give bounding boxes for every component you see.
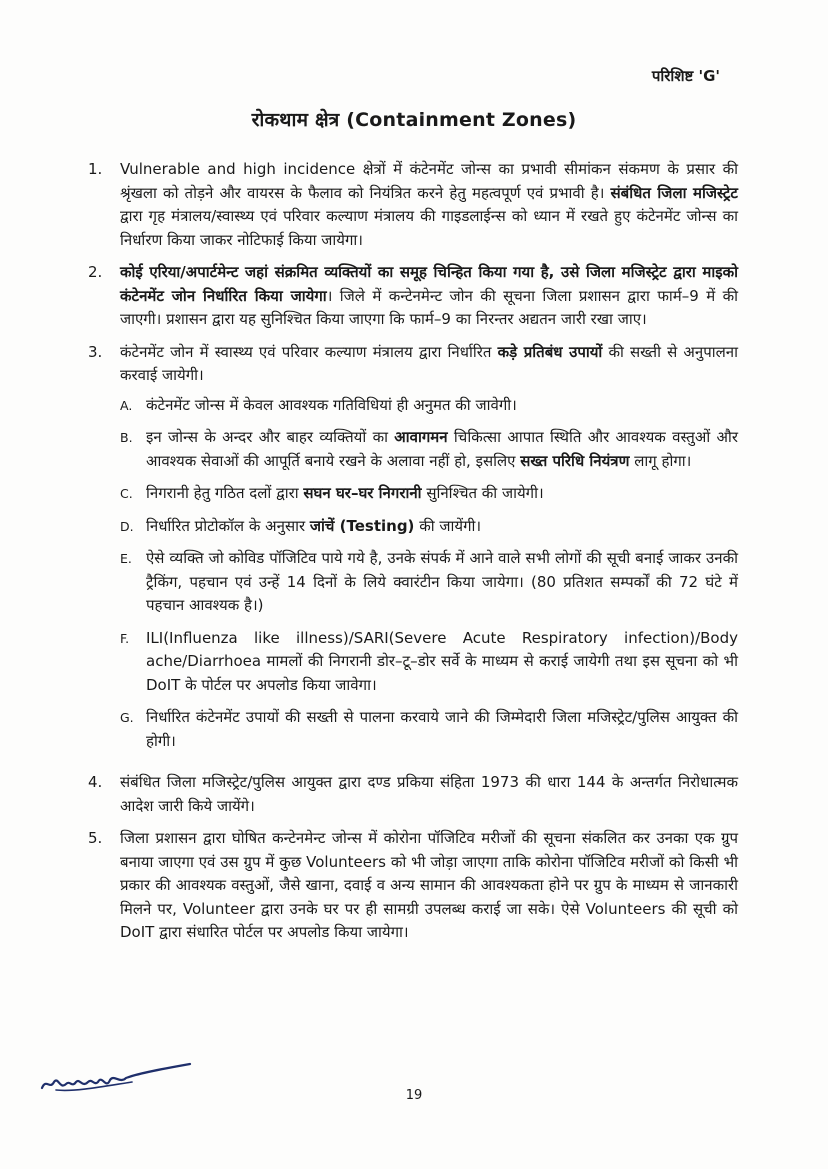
sub-list-item — [120, 706, 738, 753]
sub-list-item — [120, 515, 738, 539]
sub-list-item-text — [146, 394, 738, 418]
list-item-number: 3. — [88, 342, 103, 361]
text-segment: निगरानी हेतु गठित दलों द्वारा — [146, 484, 304, 502]
page-number: 19 — [405, 1088, 423, 1103]
list-item — [88, 341, 738, 763]
bold-text-segment: आवागमन — [394, 428, 448, 446]
text-segment: संबंधित जिला मजिस्ट्रेट/पुलिस आयुक्त द्वारा दण्ड प्रकिया संहिता 1973 की धारा 144 के अन्तर्गत निरोधात्मक आदेश जारी किये जायेंगे। — [120, 773, 738, 815]
sub-list-item-letter: G. — [120, 710, 134, 725]
text-segment: लागू होगा। — [629, 451, 692, 470]
list-item-text — [120, 827, 738, 945]
text-segment: । जिले में कन्टेनमेन्ट जोन की सूचना जिला प्रशासन द्वारा फार्म–9 में की जाएगी। प्रशासन द्वारा यह सुनिश्चित किया जाएगा कि फार्म–9 का निरन्तर अद्यतन जारी रखा जाए। — [120, 286, 739, 328]
text-segment: इन जोन्स के अन्दर और बाहर व्यक्तियों का — [146, 428, 395, 446]
list-item-text — [120, 771, 738, 818]
list-item-number: 2. — [88, 263, 103, 281]
text-segment: ऐसे व्यक्ति जो कोविड पॉजिटिव पाये गये है, उनके संपर्क में आने वाले सभी लोगों की सूची बनाई जाकर उनकी ट्रैकिंग, पहचान एवं उन्हें 14 दिनों के लिये क्वारंटीन किया जायेगा। (80 प्रतिशत सम्पर्कों की 72 घंटे में पहचान आवश्यक है।) — [146, 549, 738, 614]
bold-text-segment: कड़े प्रतिबंध उपायों — [497, 342, 603, 361]
list-item — [88, 261, 738, 332]
sub-list-item — [120, 394, 738, 418]
sub-list-item-letter: E. — [120, 551, 132, 566]
annex-label: परिशिष्ट 'G' — [651, 67, 720, 85]
bold-text-segment: जांचें (Testing) — [309, 516, 415, 535]
list-item-text — [120, 341, 738, 763]
sub-list-item-letter: C. — [120, 486, 133, 501]
sub-list-item-text — [146, 706, 738, 753]
sub-list-item — [120, 426, 738, 473]
list-item-number: 4. — [88, 773, 103, 791]
list-item — [88, 827, 738, 945]
sub-list-item-letter: F. — [120, 630, 130, 646]
text-segment: द्वारा गृह मंत्रालय/स्वास्थ्य एवं परिवार कल्याण मंत्रालय की गाइडलाईन्स को ध्यान में रखते हुए कंटेनमेंट जोन्स का निर्धारण किया जाकर नोटिफाई किया जायेगा। — [120, 207, 738, 249]
sub-list-item — [120, 547, 738, 618]
list-item — [88, 771, 738, 818]
text-segment: चिकित्सा आपात स्थिति और आवश्यक वस्तुओं और आवश्यक सेवाओं की आपूर्ति बनाये रखने के अलावा नहीं हो, इसलिए — [146, 428, 738, 470]
list-item-text — [120, 261, 738, 332]
text-segment: जिला प्रशासन द्वारा घोषित कन्टेनमेन्ट जोन्स में कोरोना पॉजिटिव मरीजों की सूचना संकलित कर उनका एक ग्रुप बनाया जाएगा एवं उस ग्रुप में कुछ Volunteers को भी जोड़ा जाएगा ताकि कोरोना पॉजिटिव मरीजों को किसी भी प्रकार की आवश्यक वस्तुओं, जैसे खाना, दवाई व अन्य सामान की आवश्यकता होने पर ग्रुप के माध्यम से जानकारी मिलने पर, Volunteer द्वारा उनके घर पर ही सामग्री उपलब्ध कराई जा सके। ऐसे Volunteers की सूची को DoIT द्वारा संधारित पोर्टल पर अपलोड किया जायेगा। — [120, 829, 738, 941]
text-segment: निर्धारित प्रोटोकॉल के अनुसार — [146, 516, 310, 535]
sub-list-item-text — [146, 426, 738, 473]
sub-list-item — [120, 482, 738, 506]
sub-list — [120, 394, 738, 754]
text-segment: निर्धारित कंटेनमेंट उपायों की सख्ती से पालना करवाये जाने की जिम्मेदारी जिला मजिस्ट्रेट/पुलिस आयुक्त की होगी। — [146, 708, 738, 750]
sub-list-item-text — [146, 515, 738, 539]
text-segment: Vulnerable and high incidence क्षेत्रों में कंटेनमेंट जोन्स का प्रभावी सीमांकन संकमण के प्रसार की श्रृंखला को तोड़ने और वायरस के फैलाव को नियंत्रित करने हेतु महत्वपूर्ण एवं प्रभावी है। — [120, 160, 738, 202]
bold-text-segment: सख्त परिधि नियंत्रण — [520, 451, 630, 470]
bold-text-segment: सघन घर–घर निगरानी — [303, 484, 422, 502]
text-segment: कंटेनमेंट जोन में स्वास्थ्य एवं परिवार कल्याण मंत्रालय द्वारा निर्धारित — [120, 342, 498, 361]
sub-list-item-letter: B. — [120, 430, 133, 445]
document-body — [88, 158, 738, 954]
sub-list-item-letter: A. — [120, 397, 133, 413]
text-segment: सुनिश्चित की जायेगी। — [421, 484, 544, 502]
text-segment: कंटेनमेंट जोन्स में केवल आवश्यक गतिविधियां ही अनुमत की जावेगी। — [146, 395, 517, 414]
text-segment: ILI(Influenza like illness)/SARI(Severe Acute Respiratory infection)/Body ache/Diarrhoea मामलों की निगरानी डोर–टू–डोर सर्वे के माध्यम से कराई जायेगी तथा इस सूचना को भी DoIT के पोर्टल पर अपलोड किया जावेगा। — [146, 628, 738, 694]
bold-text-segment: कोई एरिया/अपार्टमेन्ट जहां संक्रमित व्यक्तियों का समूह चिन्हित किया गया है, उसे जिला मजिस्ट्रेट द्वारा माइको कंटेनमेंट जोन निर्धारित किया जायेगा — [120, 263, 738, 305]
list-item-number: 1. — [88, 160, 103, 178]
bold-text-segment: संबंधित जिला मजिस्ट्रेट — [610, 183, 738, 202]
page-title: रोकथाम क्षेत्र (Containment Zones) — [251, 109, 577, 131]
list-item-number: 5. — [88, 829, 103, 847]
sub-list-item-letter: D. — [120, 518, 134, 534]
sub-list-item-text — [146, 627, 738, 698]
list-item — [88, 158, 738, 252]
sub-list-item-text — [146, 547, 738, 618]
list-item-text — [120, 158, 738, 252]
text-segment: की सख्ती से अनुपालना करवाई जायेगी। — [120, 342, 738, 384]
sub-list-item — [120, 627, 738, 698]
text-segment: की जायेंगी। — [414, 516, 482, 535]
sub-list-item-text — [146, 482, 738, 506]
